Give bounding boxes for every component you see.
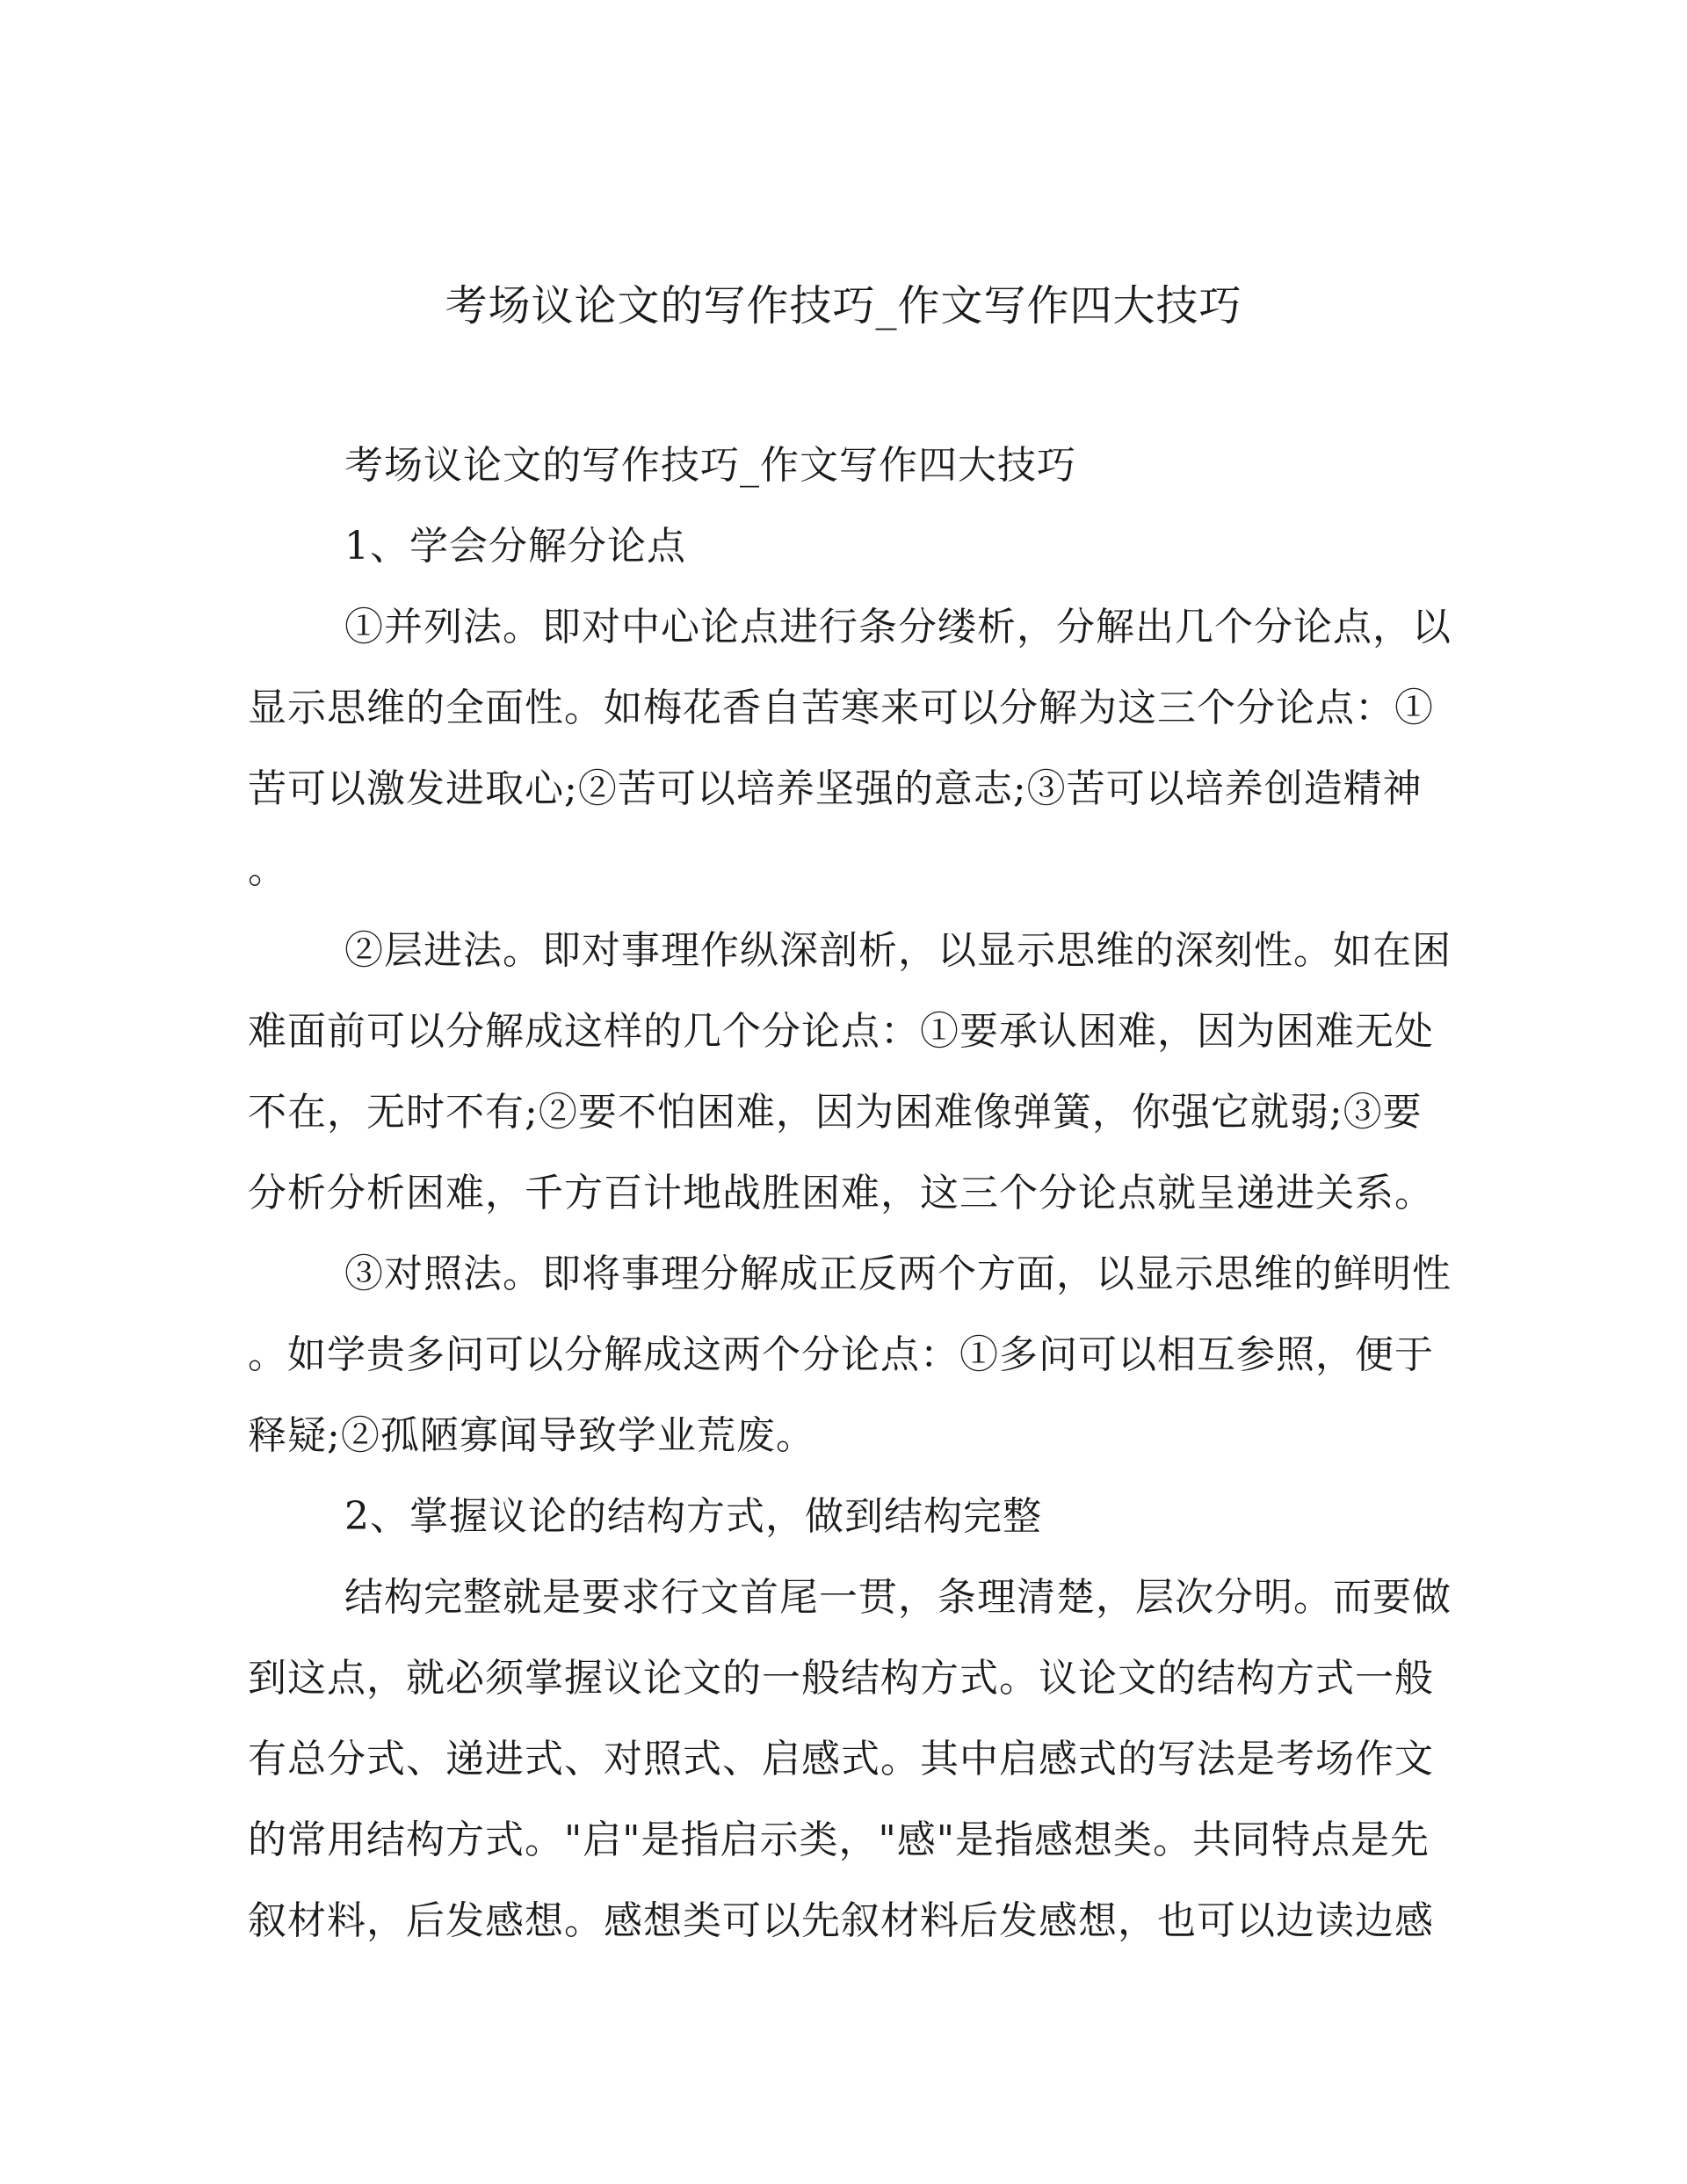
paragraph-line: 释疑;②孤陋寡闻导致学业荒废。 (248, 1413, 815, 1458)
paragraph-line: 到这点，就必须掌握议论文的一般结构方式。议论文的结构方式一般 (248, 1656, 1434, 1701)
paragraph-line: 叙材料，后发感想。感想类可以先叙材料后发感想，也可以边读边感 (248, 1898, 1434, 1943)
paragraph-line: 难面前可以分解成这样的几个分论点：①要承认困难，因为困难无处 (248, 1009, 1434, 1054)
paragraph-line: ②层进法。即对事理作纵深剖析，以显示思维的深刻性。如在困 (344, 928, 1452, 973)
paragraph-line: 。 (248, 847, 287, 892)
section-heading-2: 2、掌握议论的结构方式，做到结构完整 (344, 1494, 1042, 1539)
paragraph-line: ③对照法。即将事理分解成正反两个方面，以显示思维的鲜明性 (344, 1252, 1452, 1296)
paragraph-line: 有总分式、递进式、对照式、启感式。其中启感式的写法是考场作文 (248, 1737, 1434, 1781)
section-heading-1: 1、学会分解分论点 (344, 524, 686, 569)
paragraph-line: 分析分析困难，千方百计地战胜困难，这三个分论点就呈递进关系。 (248, 1171, 1434, 1215)
paragraph-line: 。如学贵多问可以分解成这两个分论点：①多问可以相互参照，便于 (248, 1332, 1434, 1377)
paragraph-line: 结构完整就是要求行文首尾一贯，条理清楚，层次分明。而要做 (344, 1575, 1452, 1620)
paragraph-line: 不在，无时不有;②要不怕困难，因为困难像弹簧，你强它就弱;③要 (248, 1090, 1423, 1135)
subtitle-line: 考场议论文的写作技巧_作文写作四大技巧 (344, 443, 1076, 488)
paragraph-line: ①并列法。即对中心论点进行条分缕析，分解出几个分论点，以 (344, 605, 1452, 649)
document-title: 考场议论文的写作技巧_作文写作四大技巧 (445, 281, 1242, 330)
paragraph-line: 的常用结构方式。"启"是指启示类，"感"是指感想类。共同特点是先 (248, 1818, 1430, 1862)
paragraph-line: 显示思维的全面性。如梅花香自苦寒来可以分解为这三个分论点：① (248, 686, 1434, 730)
paragraph-line: 苦可以激发进取心;②苦可以培养坚强的意志;③苦可以培养创造精神 (248, 766, 1423, 811)
